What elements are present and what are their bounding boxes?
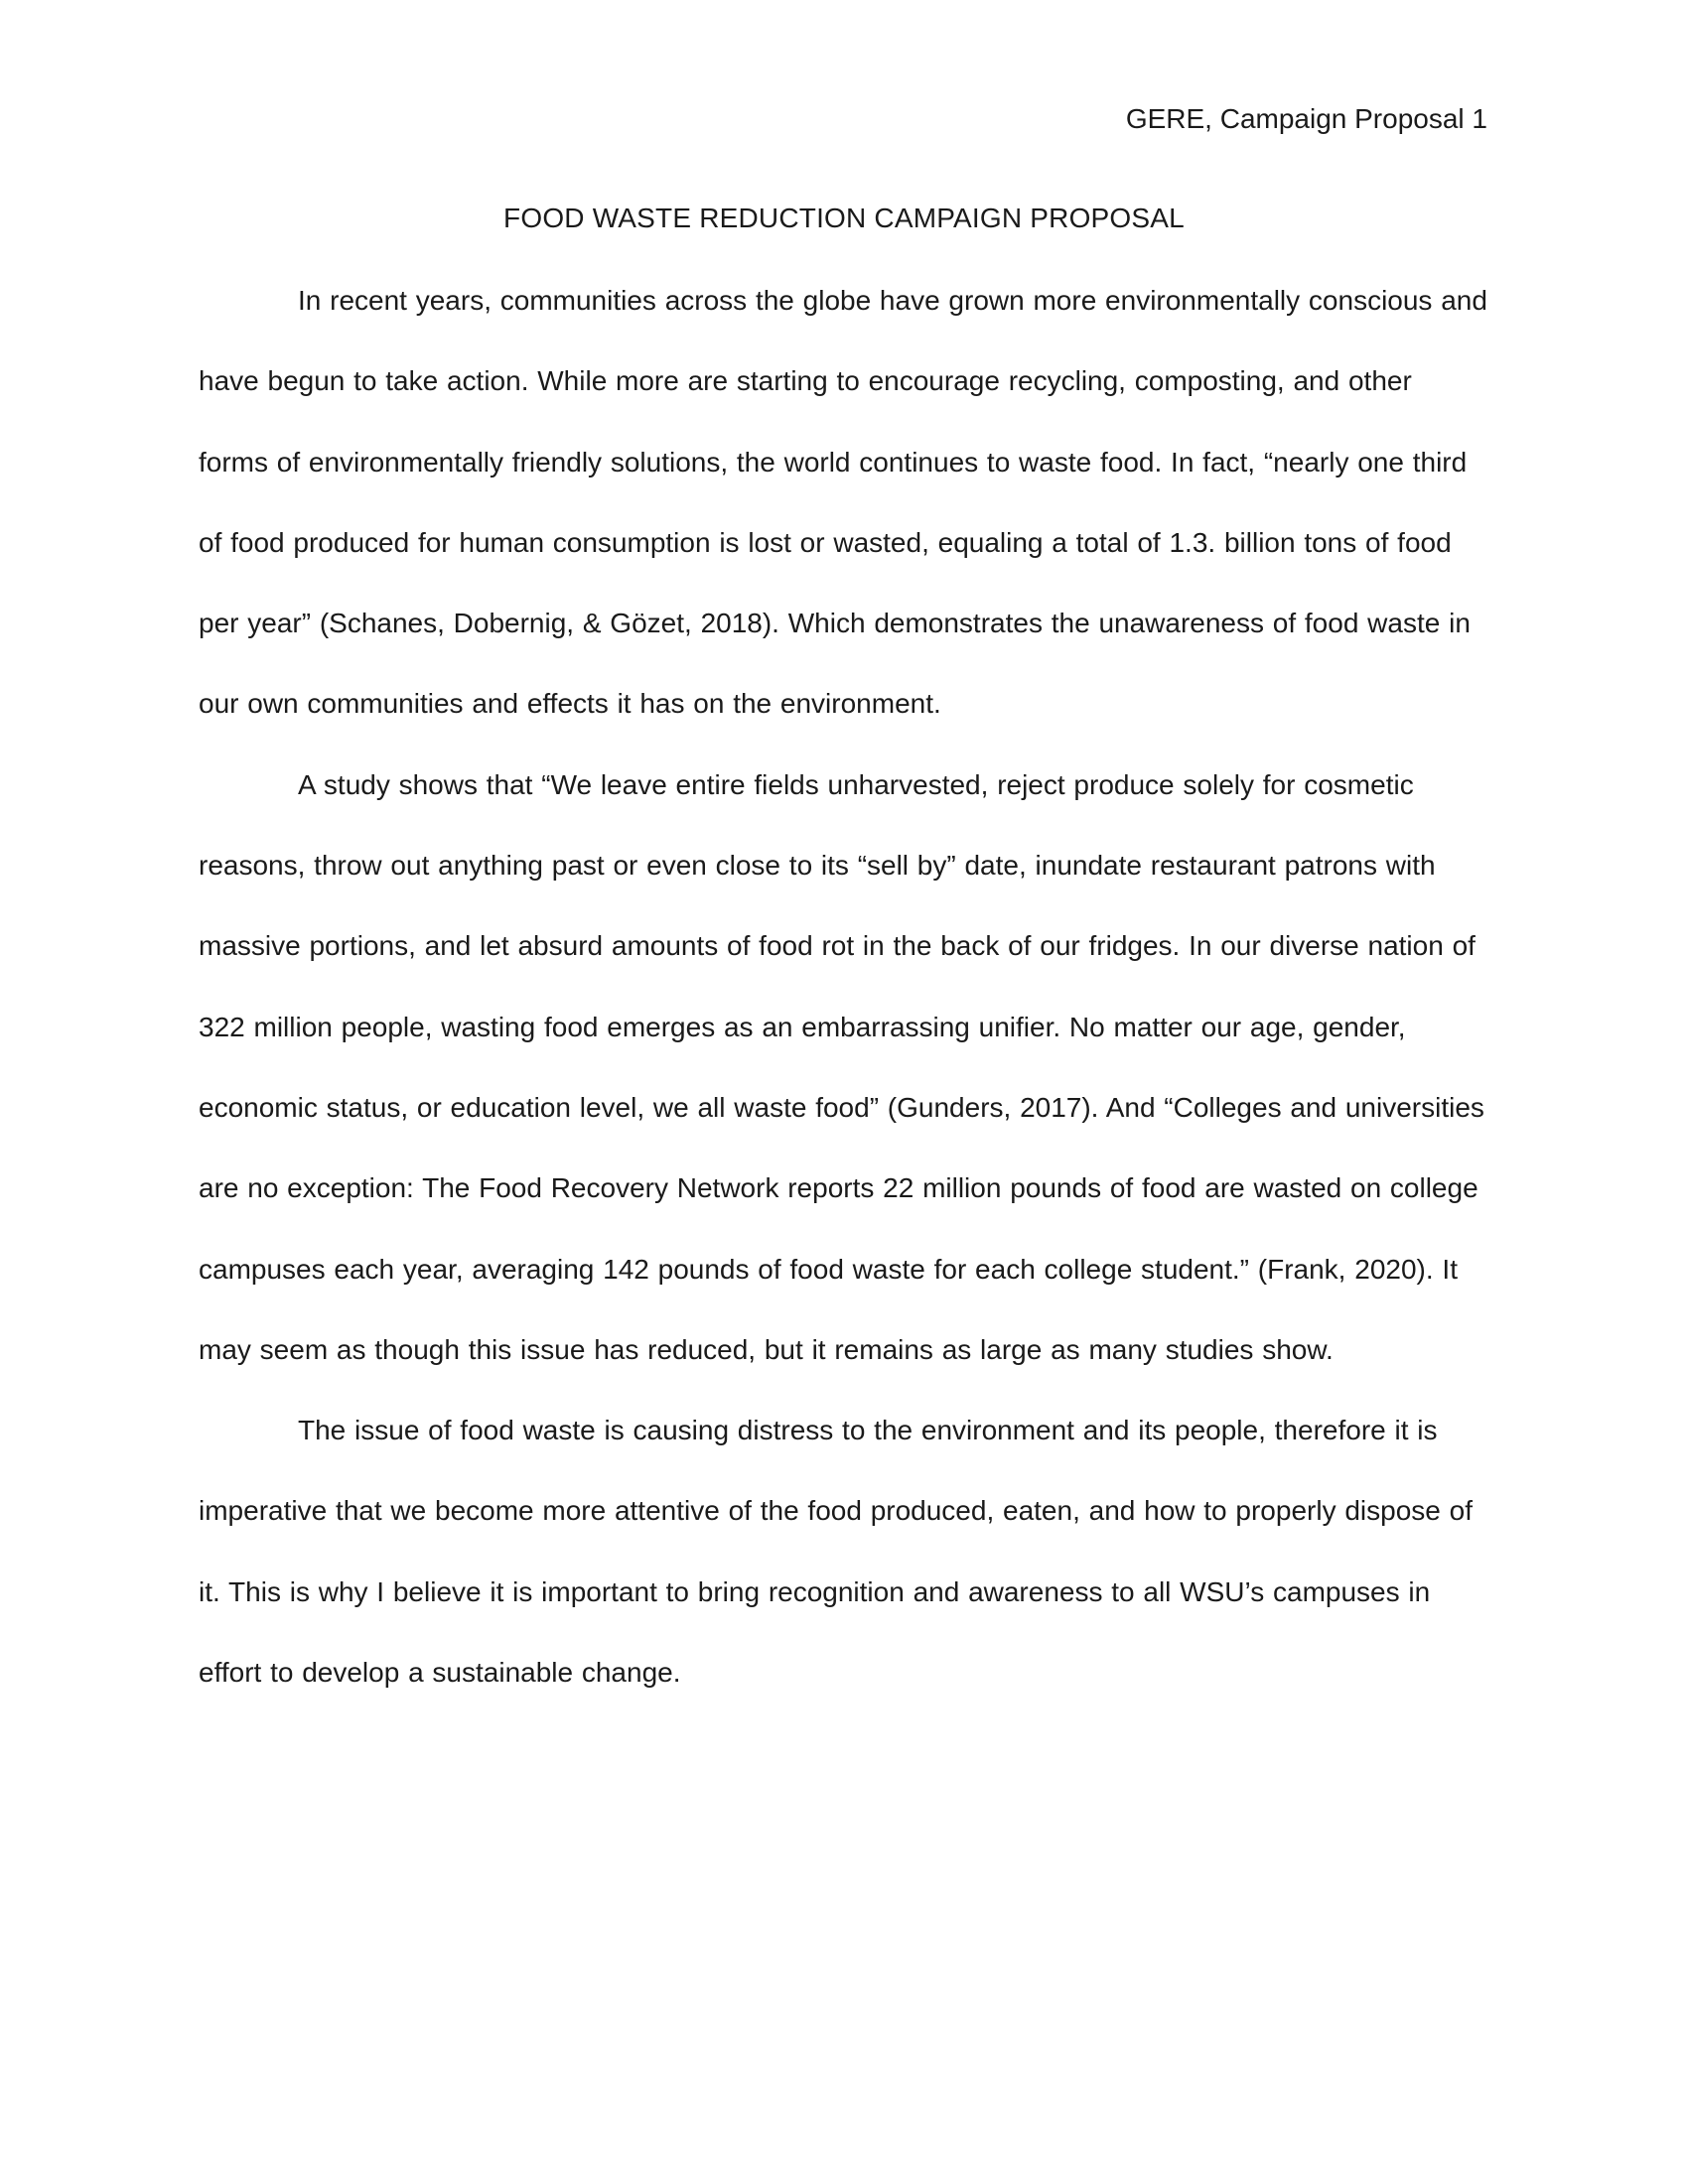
running-head: GERE, Campaign Proposal 1 bbox=[1125, 103, 1487, 134]
document-title: FOOD WASTE REDUCTION CAMPAIGN PROPOSAL bbox=[503, 203, 1185, 233]
paragraph-2: A study shows that “We leave entire fields unharvested, reject produce solely for cosmetic reasons, throw out anything past or even close to its “sell by” date, inundate restaurant patrons with massive portions, and let absurd amounts of food rot in the back of our fridges. In our diverse nation of 322 million people, wasting food emerges as an embarrassing unifier. No matter our age, gender, economic status, or education level, we all waste food” (Gunders, 2017). And “Colleges and universities are no exception: The Food Recovery Network reports 22 million pounds of food are wasted on college campuses each year, averaging 142 pounds of food waste for each college student.” (Frank, 2020). It may seem as though this issue has reduced, but it remains as large as many studies show. bbox=[199, 768, 1484, 1365]
paragraph-3: The issue of food waste is causing distress to the environment and its people, therefore it is imperative that we become more attentive of the food produced, eaten, and how to properly dispose of it. This is why I believe it is important to bring recognition and awareness to all WSU’s campuses in effort to develop a sustainable change. bbox=[199, 1415, 1473, 1689]
paragraph-1: In recent years, communities across the globe have grown more environmentally conscious and have begun to take action. While more are starting to encourage recycling, composting, and other forms of environmentally friendly solutions, the world continues to waste food. In fact, “nearly one third of food produced for human consumption is lost or wasted, equaling a total of 1.3. billion tons of food per year” (Schanes, Dobernig, & Gözet, 2018). Which demonstrates the unawareness of food waste in our own communities and effects it has on the environment. bbox=[199, 285, 1487, 720]
document-body bbox=[199, 260, 1489, 1712]
